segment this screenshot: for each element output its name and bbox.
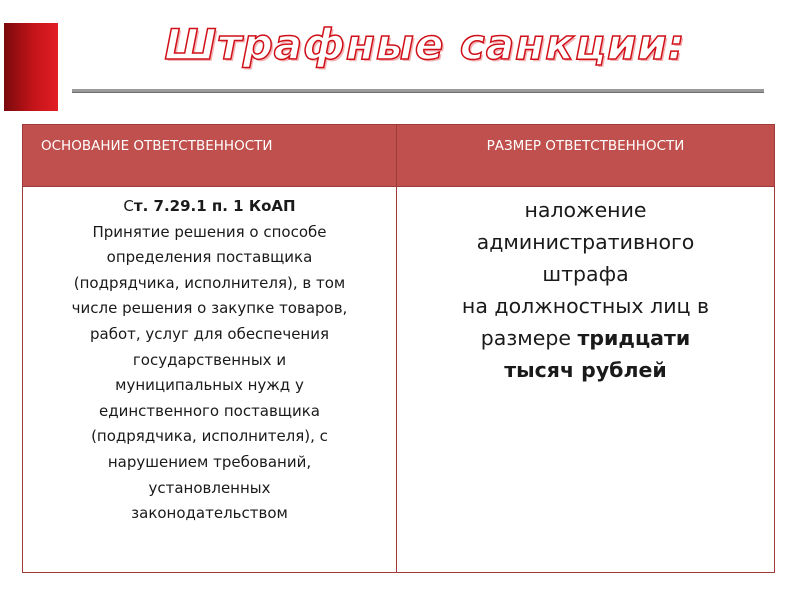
basis-line: муниципальных нужд у (115, 376, 304, 395)
size-line: административного (476, 230, 695, 254)
basis-line: числе решения о закупке товаров, (71, 299, 348, 318)
size-line: наложение (524, 198, 647, 222)
basis-line: государственных и (132, 350, 287, 369)
sanctions-table (22, 124, 775, 573)
size-cell (397, 187, 775, 573)
basis-cell (23, 187, 397, 573)
amount-value: тридцати (577, 326, 691, 350)
header-basis: ОСНОВАНИЕ ОТВЕТСТВЕННОСТИ (23, 125, 397, 187)
basis-line: определения поставщика (106, 248, 313, 267)
basis-line: единственного поставщика (99, 401, 320, 420)
amount-prefix: размере (480, 326, 578, 350)
size-line: штрафа (542, 262, 629, 286)
header-size: РАЗМЕР ОТВЕТСТВЕННОСТИ (397, 125, 775, 187)
title-divider (72, 89, 764, 93)
article-prefix: С (123, 197, 134, 215)
basis-line: установленных (148, 478, 271, 497)
basis-line: Принятие решения о способе (92, 222, 327, 241)
basis-article (32, 194, 387, 220)
table-row (23, 187, 775, 573)
table-header-row (23, 125, 775, 187)
basis-line: работ, услуг для обеспечения (89, 324, 329, 343)
article-reference: т. 7.29.1 п. 1 КоАП (133, 197, 296, 215)
size-amount-line (408, 322, 763, 354)
slide-title: Штрафные санкции: (164, 20, 686, 69)
amount-unit: тысяч рублей (504, 358, 667, 382)
basis-line: законодательством (131, 504, 288, 523)
basis-line: нарушением требований, (107, 452, 312, 471)
basis-line: (подрядчика, исполнителя), в том (73, 273, 346, 292)
basis-line: (подрядчика, исполнителя), с (91, 427, 328, 446)
size-line: на должностных лиц в (461, 294, 710, 318)
